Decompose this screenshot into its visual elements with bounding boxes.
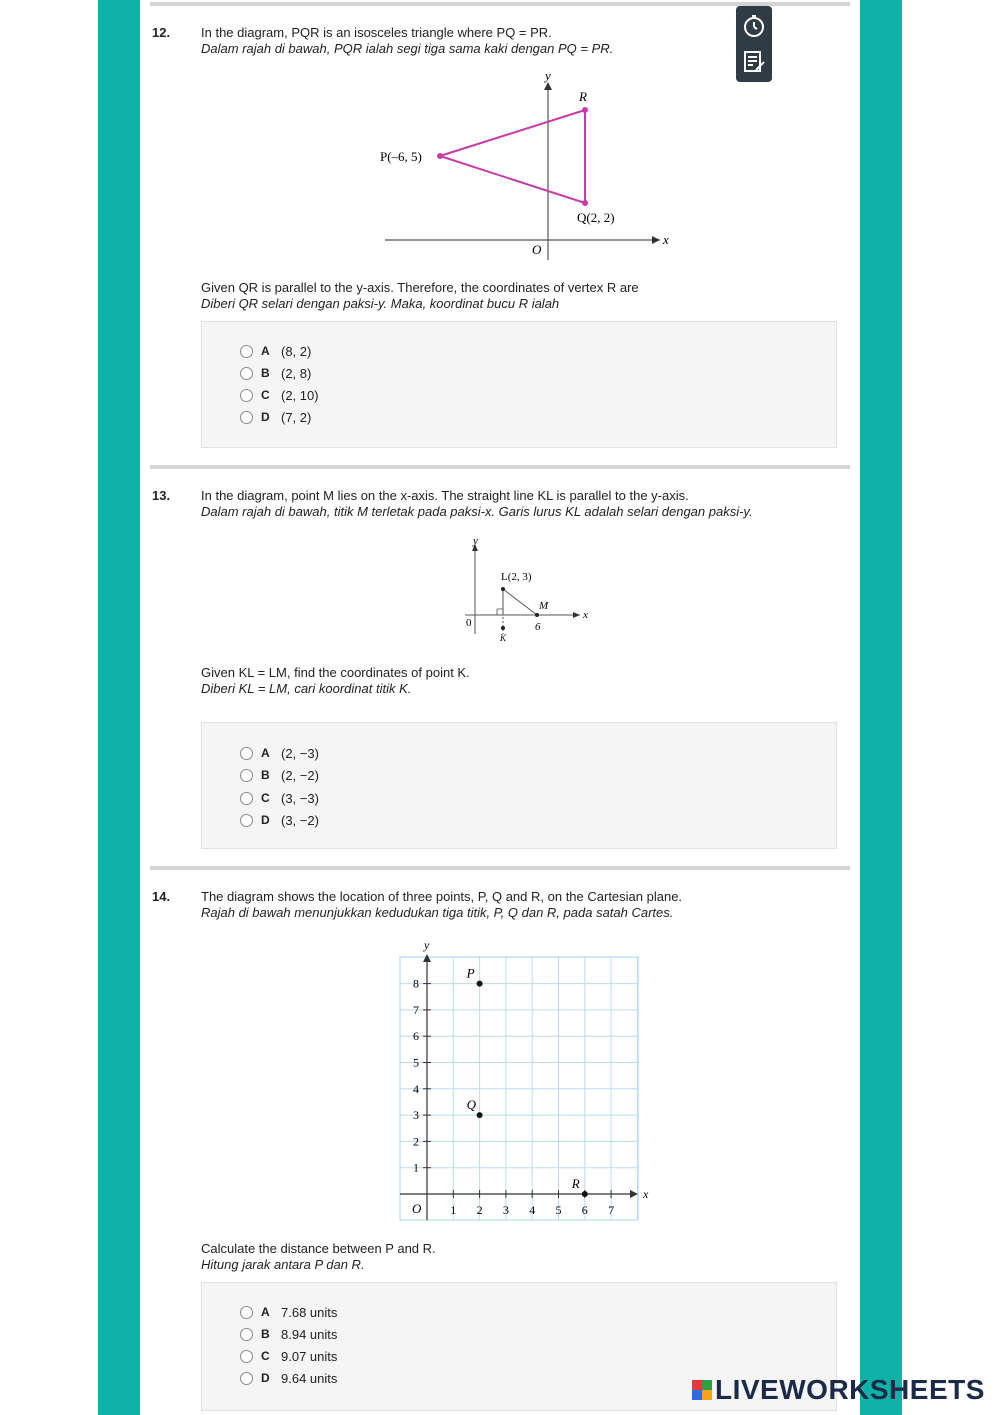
label-q: Q(2, 2) <box>577 210 615 225</box>
option-letter: C <box>261 388 270 402</box>
y-tick-label: 7 <box>413 1002 419 1017</box>
label-l: L(2, 3) <box>501 571 532 583</box>
option-d[interactable] <box>240 1369 337 1387</box>
brand-text: LIVEWORKSHEETS <box>715 1374 985 1405</box>
y-axis-label: y <box>473 535 478 547</box>
option-letter: B <box>261 1327 270 1341</box>
option-letter: B <box>261 768 270 782</box>
x-tick-label: 4 <box>529 1203 536 1217</box>
question-prompt <box>201 665 821 697</box>
option-a[interactable] <box>240 342 311 360</box>
option-text: (2, −3) <box>281 745 319 761</box>
option-b[interactable] <box>240 766 319 784</box>
triangle-diagram <box>370 68 680 268</box>
point-m <box>535 613 539 617</box>
point-k <box>501 626 505 630</box>
option-text: (7, 2) <box>281 409 312 425</box>
y-axis-label: y <box>545 68 551 83</box>
option-text: 8.94 units <box>281 1326 338 1342</box>
separator <box>150 465 850 469</box>
option-text: (2, 10) <box>281 387 319 403</box>
origin-label: 0 <box>466 617 472 629</box>
grid-lines <box>400 957 638 1220</box>
radio-button[interactable] <box>240 1328 253 1341</box>
radio-button[interactable] <box>240 792 253 805</box>
option-d[interactable] <box>240 408 311 426</box>
origin-label: O <box>412 1201 422 1216</box>
option-letter: A <box>261 1305 270 1319</box>
origin-label: O <box>532 242 542 257</box>
point-label: R <box>571 1176 580 1191</box>
prompt-ms: Diberi KL = LM, cari koordinat titik K. <box>201 681 412 696</box>
radio-button[interactable] <box>240 1350 253 1363</box>
y-axis-label: y <box>424 938 430 952</box>
separator <box>150 866 850 870</box>
option-b[interactable] <box>240 1325 337 1343</box>
option-letter: B <box>261 366 270 380</box>
radio-button[interactable] <box>240 389 253 402</box>
point-q <box>477 1112 483 1118</box>
y-tick-label: 5 <box>413 1055 419 1070</box>
point-p <box>477 981 483 987</box>
liveworksheets-brand[interactable] <box>692 1374 985 1406</box>
label-p: P(–6, 5) <box>380 149 422 164</box>
logo-tile <box>702 1390 712 1400</box>
cartesian-grid-diagram <box>390 935 665 1225</box>
option-letter: D <box>261 1371 270 1385</box>
question-text-en: In the diagram, point M lies on the x-axis. The straight line KL is parallel to the y-axis. <box>201 488 689 503</box>
x-axis-label: x <box>663 232 669 247</box>
radio-button[interactable] <box>240 345 253 358</box>
option-letter: C <box>261 791 270 805</box>
x-tick-label: 5 <box>555 1203 562 1217</box>
option-a[interactable] <box>240 1303 337 1321</box>
option-letter: A <box>261 746 270 760</box>
x-tick-label: 6 <box>581 1203 588 1217</box>
option-text: (8, 2) <box>281 343 312 359</box>
question-text-ms: Rajah di bawah menunjukkan kedudukan tiga titik, P, Q dan R, pada satah Cartes. <box>201 905 674 920</box>
y-tick-label: 8 <box>413 976 419 991</box>
point-q <box>582 200 588 206</box>
x-axis-label: x <box>583 609 588 621</box>
option-c[interactable] <box>240 1347 337 1365</box>
left-border <box>98 0 140 1415</box>
label-k: K <box>500 633 507 643</box>
logo-tile <box>692 1390 702 1400</box>
options-box <box>201 722 837 849</box>
question-number: 13. <box>152 488 171 503</box>
question-text-en: In the diagram, PQR is an isosceles triangle where PQ = PR. <box>201 25 552 40</box>
point-label: P <box>466 965 475 981</box>
radio-button[interactable] <box>240 411 253 424</box>
point-r <box>582 107 588 113</box>
option-text: 9.64 units <box>281 1370 338 1386</box>
option-text: 7.68 units <box>281 1304 338 1320</box>
option-letter: A <box>261 344 270 358</box>
y-tick-label: 4 <box>413 1081 419 1096</box>
radio-button[interactable] <box>240 1306 253 1319</box>
option-c[interactable] <box>240 386 319 404</box>
question-number: 14. <box>152 889 171 904</box>
x-axis-label: x <box>643 1187 649 1201</box>
option-text: (2, 8) <box>281 365 312 381</box>
radio-button[interactable] <box>240 814 253 827</box>
radio-button[interactable] <box>240 367 253 380</box>
option-text: (2, −2) <box>281 767 319 783</box>
y-tick-label: 1 <box>413 1160 419 1175</box>
option-text: 9.07 units <box>281 1348 338 1364</box>
prompt-ms: Hitung jarak antara P dan R. <box>201 1257 365 1272</box>
logo-tile <box>702 1380 712 1390</box>
y-tick-label: 2 <box>413 1134 419 1149</box>
option-text: (3, −3) <box>281 790 319 806</box>
option-text: (3, −2) <box>281 812 319 828</box>
option-letter: D <box>261 410 270 424</box>
label-six: 6 <box>535 621 541 633</box>
radio-button[interactable] <box>240 1372 253 1385</box>
question-text <box>201 889 821 921</box>
x-tick-label: 2 <box>476 1203 483 1217</box>
question-text-ms: Dalam rajah di bawah, titik M terletak pada paksi-x. Garis lurus KL adalah selari dengan paksi-y. <box>201 504 753 519</box>
question-text-ms: Dalam rajah di bawah, PQR ialah segi tiga sama kaki dengan PQ = PR. <box>201 41 614 56</box>
right-border <box>860 0 902 1415</box>
point-l <box>501 587 505 591</box>
prompt-en: Given QR is parallel to the y-axis. Therefore, the coordinates of vertex R are <box>201 280 639 295</box>
logo-tile <box>692 1380 702 1390</box>
brand-logo-icon <box>692 1380 712 1400</box>
kl-diagram <box>455 534 595 649</box>
option-letter: C <box>261 1349 270 1363</box>
question-prompt <box>201 1241 821 1273</box>
y-tick-label: 3 <box>413 1108 419 1123</box>
option-b[interactable] <box>240 364 311 382</box>
option-a[interactable] <box>240 744 319 762</box>
option-letter: D <box>261 813 270 827</box>
label-m: M <box>539 600 549 612</box>
x-tick-label: 3 <box>502 1203 509 1217</box>
question-text <box>201 488 821 520</box>
option-c[interactable] <box>240 789 319 807</box>
x-tick-label: 7 <box>608 1203 615 1217</box>
point-label: Q <box>466 1097 476 1113</box>
prompt-ms: Diberi QR selari dengan paksi-y. Maka, koordinat bucu R ialah <box>201 296 560 311</box>
point-p <box>437 153 443 159</box>
prompt-en: Calculate the distance between P and R. <box>201 1241 436 1256</box>
option-d[interactable] <box>240 811 319 829</box>
question-text-en: The diagram shows the location of three points, P, Q and R, on the Cartesian plane. <box>201 889 683 904</box>
question-prompt <box>201 280 821 312</box>
x-tick-label: 1 <box>450 1203 457 1217</box>
question-number: 12. <box>152 25 171 40</box>
point-r <box>582 1191 588 1197</box>
radio-button[interactable] <box>240 747 253 760</box>
prompt-en: Given KL = LM, find the coordinates of point K. <box>201 665 470 680</box>
radio-button[interactable] <box>240 769 253 782</box>
y-tick-label: 6 <box>413 1029 419 1044</box>
label-r: R <box>579 89 587 104</box>
options-box <box>201 321 837 448</box>
question-text <box>201 25 821 57</box>
